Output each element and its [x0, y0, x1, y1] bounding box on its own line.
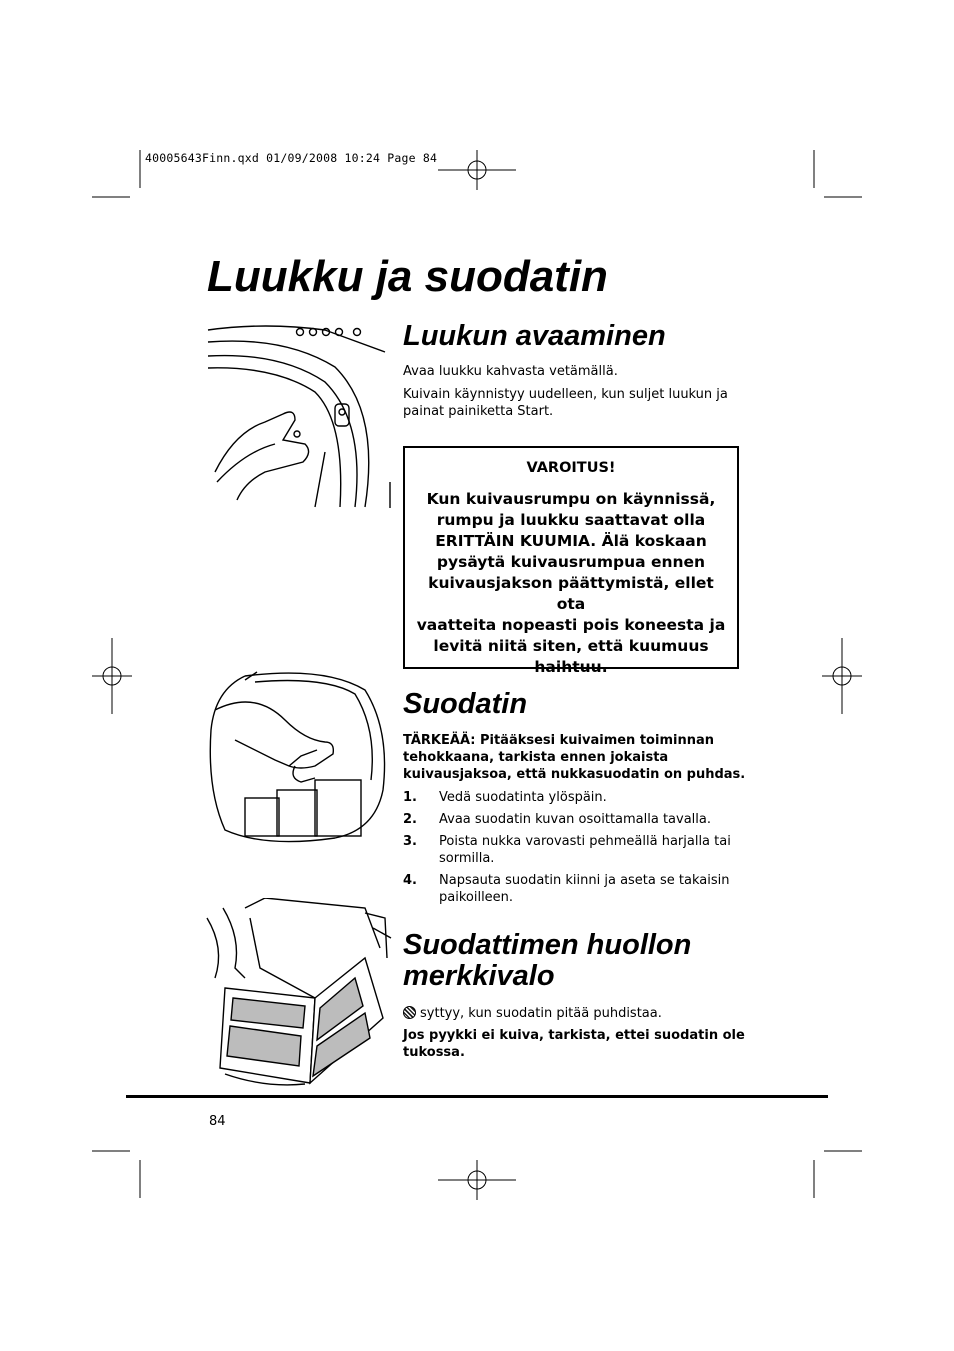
- list-item: [403, 811, 748, 828]
- step-text: Napsauta suodatin kiinni ja aseta se takaisin paikoilleen.: [439, 873, 730, 905]
- indicator-heading-line1: Suodattimen huollon: [403, 929, 692, 961]
- door-text-2-line1: Kuivain käynnistyy uudelleen, kun suljet luukun ja: [403, 387, 728, 402]
- filter-steps-list: [403, 789, 748, 911]
- step-number: 1.: [403, 790, 417, 805]
- important-line: kuivausjaksoa, että nukkasuodatin on puhdas.: [403, 767, 746, 782]
- important-line: tehokkaana, tarkista ennen jokaista: [403, 750, 669, 765]
- warning-title: VAROITUS!: [526, 460, 616, 476]
- warning-box: [403, 446, 739, 676]
- door-text-2-line2: painat painiketta Start.: [403, 404, 554, 419]
- step-number: 2.: [403, 812, 417, 827]
- filter-indicator-icon: [403, 1006, 416, 1019]
- step-number: 4.: [403, 873, 417, 888]
- indicator-text: [403, 1005, 662, 1022]
- step-number: 3.: [403, 834, 417, 849]
- warning-line: vaatteita nopeasti pois koneesta ja: [416, 616, 726, 634]
- list-item: [403, 833, 748, 867]
- page-title: Luukku ja suodatin: [207, 252, 608, 301]
- filter-open-illustration: [205, 898, 393, 1088]
- warning-line: haihtuu.: [534, 658, 608, 676]
- warning-line: kuivausjakson päättymistä, ellet ota: [428, 574, 714, 613]
- step-text: Vedä suodatinta ylöspäin.: [439, 790, 607, 805]
- indicator-note-line2: tukossa.: [403, 1045, 465, 1060]
- warning-line: pysäytä kuivausrumpua ennen: [436, 553, 706, 571]
- indicator-text-label: syttyy, kun suodatin pitää puhdistaa.: [420, 1006, 662, 1021]
- footer-rule: [126, 1095, 828, 1098]
- list-item: [403, 872, 748, 906]
- important-line: TÄRKEÄÄ: Pitääksesi kuivaimen toiminnan: [403, 733, 714, 748]
- list-item: [403, 789, 748, 806]
- door-text-1: Avaa luukku kahvasta vetämällä.: [403, 364, 618, 379]
- step-text: Poista nukka varovasti pehmeällä harjalla tai sormilla.: [439, 834, 731, 866]
- warning-line: Kun kuivausrumpu on käynnissä,: [426, 490, 716, 508]
- door-opening-illustration: [205, 322, 395, 512]
- door-heading: Luukun avaaminen: [403, 320, 666, 352]
- indicator-heading-line2: merkkivalo: [403, 960, 555, 992]
- filter-removal-illustration: [205, 670, 390, 850]
- warning-line: rumpu ja luukku saattavat olla: [436, 511, 706, 529]
- indicator-note-line1: Jos pyykki ei kuiva, tarkista, ettei suodatin ole: [403, 1028, 745, 1043]
- step-text: Avaa suodatin kuvan osoittamalla tavalla.: [439, 812, 712, 827]
- file-slug: 40005643Finn.qxd 01/09/2008 10:24 Page 84: [145, 151, 438, 165]
- warning-line: levitä niitä siten, että kuumuus: [433, 637, 709, 655]
- filter-heading: Suodatin: [403, 688, 528, 720]
- page-number: 84: [209, 1114, 226, 1129]
- warning-line: ERITTÄIN KUUMIA. Älä koskaan: [435, 532, 707, 550]
